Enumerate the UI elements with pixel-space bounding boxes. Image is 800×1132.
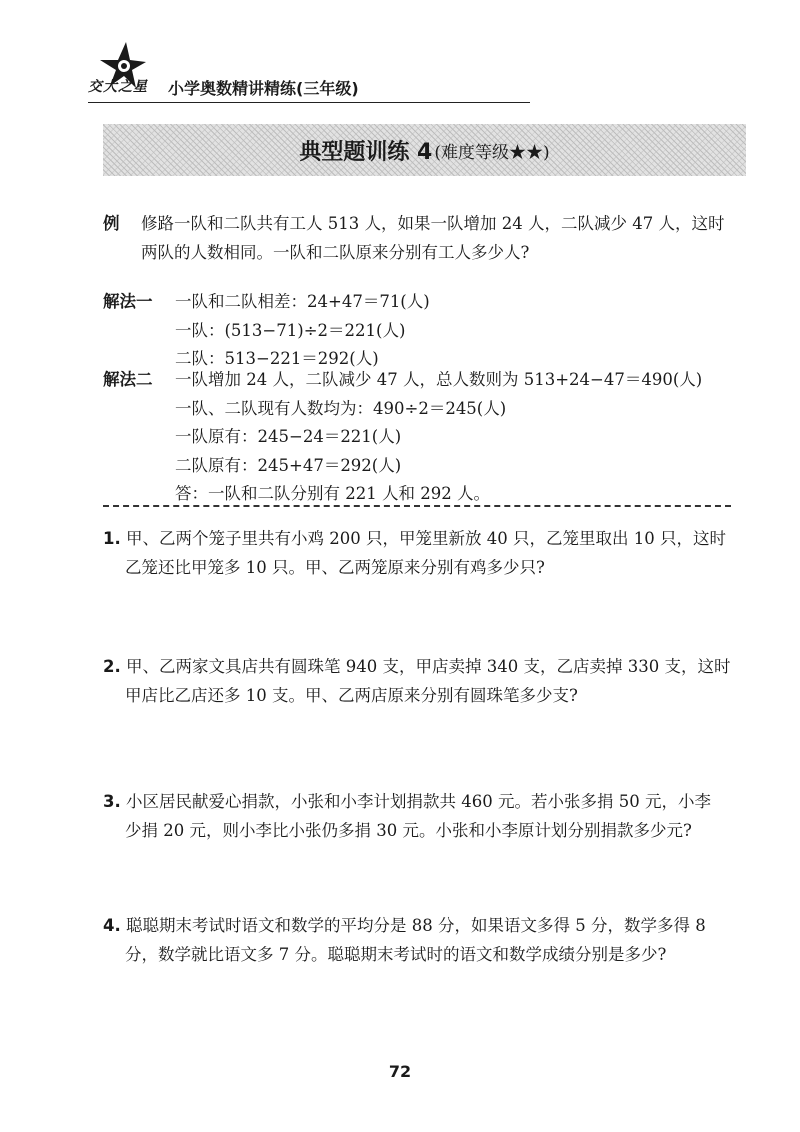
example-label: 例	[103, 214, 120, 233]
problem-number: 3.	[103, 792, 121, 811]
difficulty-label: (难度等级★★)	[434, 142, 550, 163]
header-rule	[88, 102, 530, 103]
problem-text-line-1: 小区居民献爱心捐款，小张和小李计划捐款共 460 元。若小张多捐 50 元，小李	[126, 792, 711, 811]
problem-text-line-2: 甲店比乙店还多 10 支。甲、乙两店原来分别有圆珠笔多少支?	[125, 686, 578, 705]
solution-2	[103, 366, 753, 509]
example-text-line-2: 两队的人数相同。一队和二队原来分别有工人多少人?	[141, 243, 530, 262]
solution-1	[103, 288, 753, 374]
section-title-band	[103, 124, 746, 176]
section-title: 典型题训练 4	[299, 139, 433, 165]
problem-text-line-2: 少捐 20 元，则小李比小张仍多捐 30 元。小张和小李原计划分别捐款多少元?	[125, 821, 692, 840]
solution-2-line: 一队原有：245−24＝221(人)	[175, 427, 402, 446]
problem-text-line-1: 聪聪期末考试时语文和数学的平均分是 88 分，如果语文多得 5 分，数学多得 8	[126, 916, 706, 935]
solution-1-line: 一队和二队相差：24+47＝71(人)	[175, 292, 430, 311]
page-number: 72	[388, 1062, 412, 1081]
problem-text-line-1: 甲、乙两家文具店共有圆珠笔 940 支，甲店卖掉 340 支，乙店卖掉 330 支，这时	[126, 657, 731, 676]
solution-1-line: 二队：513−221＝292(人)	[175, 349, 379, 368]
solution-2-line: 二队原有：245+47＝292(人)	[175, 455, 402, 475]
solution-2-line: 一队、二队现有人数均为：490÷2＝245(人)	[175, 398, 507, 418]
solution-1-label: 解法一	[103, 292, 153, 311]
problem-3	[103, 787, 753, 845]
brand-name: 交大之星	[88, 79, 148, 95]
problem-4	[103, 911, 753, 969]
problem-2	[103, 652, 753, 710]
page-header	[88, 40, 530, 106]
problem-number: 4.	[103, 916, 121, 935]
problem-number: 1.	[103, 529, 121, 548]
solution-1-line: 一队：(513−71)÷2＝221(人)	[175, 320, 406, 340]
example-block	[103, 209, 753, 267]
problem-text-line-2: 乙笼还比甲笼多 10 只。甲、乙两笼原来分别有鸡多少只?	[125, 558, 545, 577]
dashed-divider	[103, 505, 731, 507]
problem-text-line-2: 分，数学就比语文多 7 分。聪聪期末考试时的语文和数学成绩分别是多少?	[125, 945, 667, 964]
problem-number: 2.	[103, 657, 121, 676]
solution-2-label: 解法二	[103, 370, 153, 389]
problem-1	[103, 524, 753, 582]
answer-line: 答：一队和二队分别有 221 人和 292 人。	[175, 484, 490, 503]
solution-2-line: 一队增加 24 人，二队减少 47 人，总人数则为 513+24−47＝490(人)	[175, 370, 703, 389]
book-title: 小学奥数精讲精练(三年级)	[168, 79, 359, 98]
problem-text-line-1: 甲、乙两个笼子里共有小鸡 200 只，甲笼里新放 40 只，乙笼里取出 10 只，这时	[126, 529, 726, 548]
example-text-line-1: 修路一队和二队共有工人 513 人，如果一队增加 24 人，二队减少 47 人，这时	[141, 214, 725, 233]
